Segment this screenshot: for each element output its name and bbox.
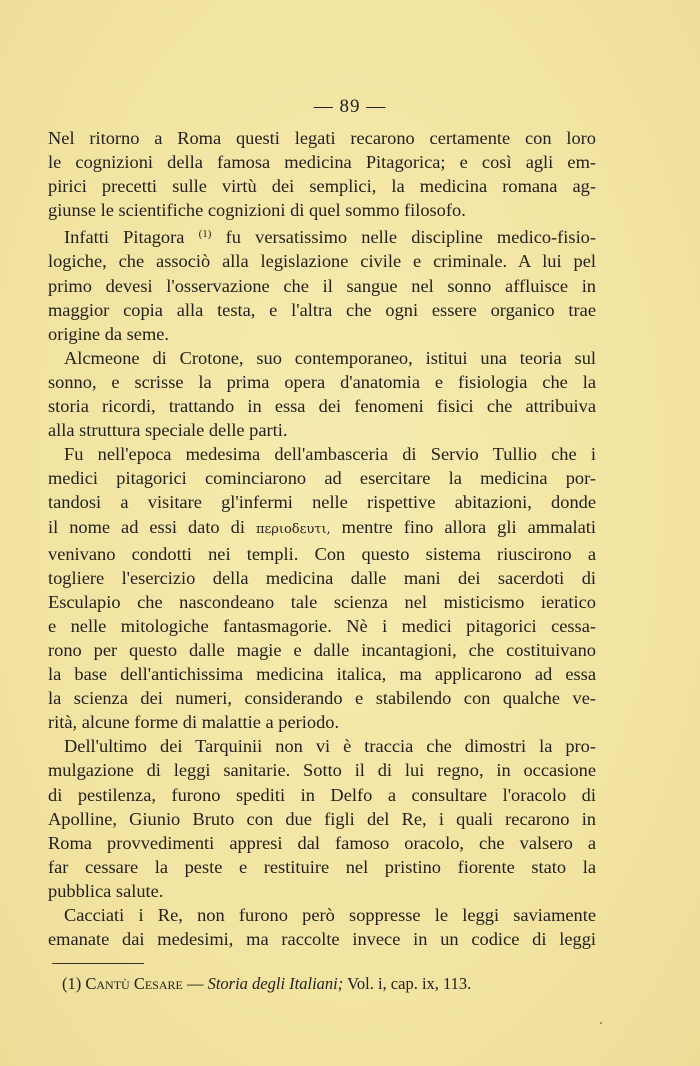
text-line: rità, alcune forme di malattie a periodo. <box>48 712 340 733</box>
paper-speck <box>600 1022 602 1024</box>
text-line: di pestilenza, furono spediti in Delfo a consultare l'oracolo di <box>48 784 596 805</box>
text-line: le cognizioni della famosa medicina Pitagorica; e così agli em- <box>48 152 596 173</box>
text-line: rono per questo dalle magie e dalle incantagioni, che costituivano <box>48 639 596 660</box>
footnote-title: Storia degli Italiani; <box>207 974 344 993</box>
text-line: medici pitagorici cominciarono ad esercitare la medicina por- <box>48 468 596 489</box>
text-line: emanate dai medesimi, ma raccolte invece in un codice di leggi <box>48 929 596 950</box>
text-line: far cessare la peste e restituire nel pristino fiorente stato la <box>48 856 596 877</box>
text-line <box>48 222 596 249</box>
footnote-dash: — <box>186 974 204 993</box>
footnote-reference: (1) <box>198 228 212 241</box>
text-line: storia ricordi, trattando in essa dei fenomeni fisici che attribuiva <box>48 396 596 417</box>
text-segment: fu versatissimo nelle discipline medico-fisio- <box>225 227 596 248</box>
footnote-author: Cantù Cesare <box>85 974 183 993</box>
text-line: la base dell'antichissima medicina italica, ma applicarono ad essa <box>48 664 596 685</box>
text-segment: il nome ad essi dato di <box>48 516 245 537</box>
footnote <box>62 974 471 994</box>
text-line: mulgazione di leggi sanitarie. Sotto il di lui regno, in occasione <box>48 760 596 781</box>
text-line: Cacciati i Re, non furono però soppresse le leggi saviamente <box>64 905 596 925</box>
text-line: Fu nell'epoca medesima dell'ambasceria di Servio Tullio che i <box>64 444 596 465</box>
text-segment: Infatti Pitagora <box>64 227 185 248</box>
text-line: maggior copia alla testa, e l'altra che ogni essere organico trae <box>48 299 596 320</box>
text-line: sonno, e scrisse la prima opera d'anatomia e fisiologia che la <box>48 371 596 392</box>
text-line: pirici precetti sulle virtù dei semplici, la medicina romana ag- <box>48 176 596 197</box>
page-number: — 89 — <box>313 96 387 117</box>
text-line: Alcmeone di Crotone, suo contemporaneo, istitui una teoria sul <box>64 347 596 368</box>
text-line: Esculapio che nascondeano tale scienza nel misticismo ieratico <box>48 591 596 612</box>
text-line: Apolline, Giunio Bruto con due figli del Re, i quali recarono in <box>48 808 596 829</box>
text-line: venivano condotti nei templi. Con questo sistema riuscirono a <box>48 543 596 564</box>
text-line: alla struttura speciale delle parti. <box>48 420 288 441</box>
body-text <box>48 126 596 951</box>
text-line: Roma provvedimenti appresi dal famoso oracolo, che valsero a <box>48 832 596 853</box>
footnote-divider <box>52 963 144 964</box>
footnote-reference-detail: Vol. i, cap. ix, 113. <box>347 974 472 993</box>
text-line: tandosi a visitare gl'infermi nelle rispettive abitazioni, donde <box>48 492 596 513</box>
text-line: origine da seme. <box>48 323 170 344</box>
text-line: primo devesi l'osservazione che il sangue nel sonno affluisce in <box>48 275 596 296</box>
text-segment: mentre fino allora gli ammalati <box>341 516 597 537</box>
text-line: logiche, che associò alla legislazione civile e criminale. A lui pel <box>48 251 596 272</box>
text-line: e nelle mitologiche fantasmagorie. Nè i medici pitagorici cessa- <box>48 615 596 636</box>
text-line: Nel ritorno a Roma questi legati recarono certamente con loro <box>48 128 596 148</box>
greek-word: περιοδευτι, <box>255 521 331 537</box>
text-line: pubblica salute. <box>48 880 164 901</box>
text-line <box>48 515 596 542</box>
text-line: Dell'ultimo dei Tarquinii non vi è traccia che dimostri la pro- <box>64 736 596 757</box>
text-line: giunse le scientifiche cognizioni di quel sommo filosofo. <box>48 200 466 221</box>
footnote-marker: (1) <box>62 974 82 993</box>
text-line: la scienza dei numeri, considerando e stabilendo con qualche ve- <box>48 688 596 709</box>
text-line: togliere l'esercizio della medicina dalle mani dei sacerdoti di <box>48 567 596 588</box>
